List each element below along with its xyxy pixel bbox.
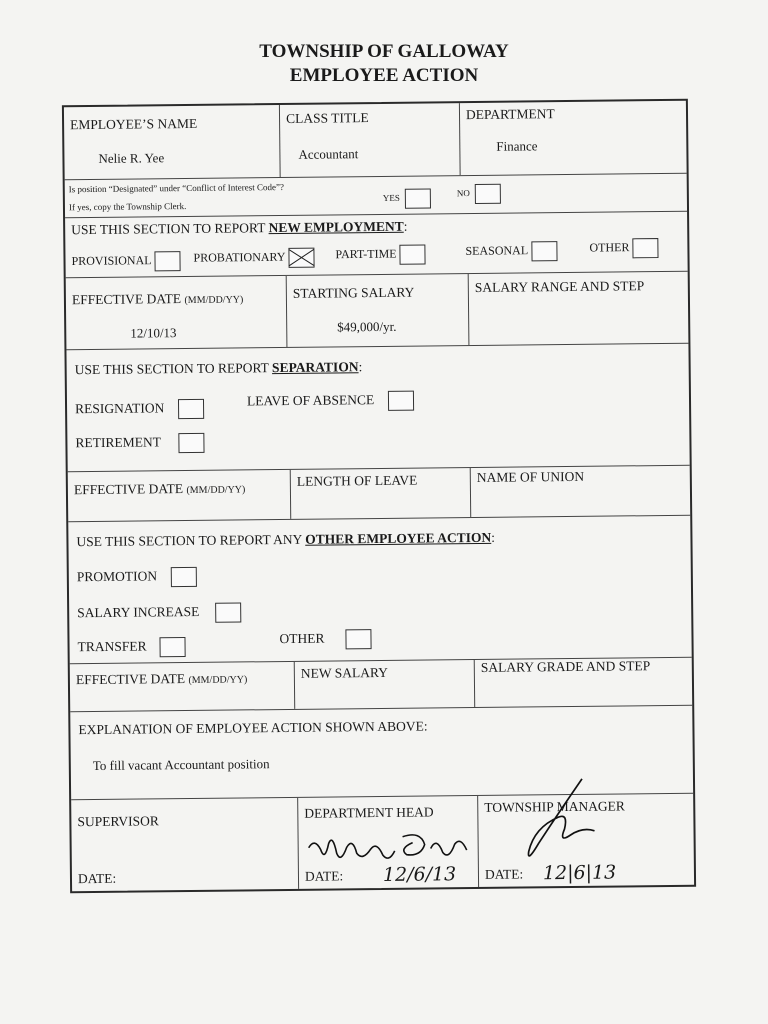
resignation-option [75, 399, 204, 420]
department-cell [459, 101, 687, 175]
leave-checkbox[interactable] [388, 391, 414, 411]
option-part-time [335, 244, 425, 265]
form-title [0, 40, 768, 88]
separation-heading: USE THIS SECTION TO REPORT SEPARATION: [74, 359, 363, 378]
seasonal-label: SEASONAL [465, 243, 529, 258]
sep-effective-date-text: EFFECTIVE DATE [73, 481, 184, 498]
retirement-option [75, 433, 204, 454]
township-manager-cell [477, 794, 694, 887]
salary-increase-checkbox[interactable] [215, 602, 241, 622]
salary-grade-label: SALARY GRADE AND STEP [480, 658, 651, 675]
designated-no-label: NO [456, 188, 470, 199]
department-head-date-label: DATE: [304, 868, 344, 884]
employee-info-row [64, 101, 687, 180]
employee-name-cell [64, 105, 280, 179]
class-title-cell [279, 103, 460, 177]
department-label: DEPARTMENT [465, 106, 555, 123]
probationary-checkbox[interactable] [288, 248, 314, 268]
length-of-leave-label: LENGTH OF LEAVE [296, 472, 418, 489]
new-effective-date-cell [66, 276, 287, 349]
promotion-checkbox[interactable] [170, 567, 196, 587]
separation-title: SEPARATION [271, 359, 359, 376]
salary-increase-label: SALARY INCREASE [77, 603, 200, 621]
department-head-label: DEPARTMENT HEAD [304, 804, 434, 821]
other-action-other-label: OTHER [279, 630, 325, 647]
other-action-heading: USE THIS SECTION TO REPORT ANY OTHER EMPLOYEE ACTION: [76, 529, 496, 550]
new-employment-row [65, 211, 688, 278]
designated-note: If yes, copy the Township Clerk. [68, 201, 187, 213]
designated-no [457, 184, 501, 204]
employee-name-label: EMPLOYEE’S NAME [70, 115, 198, 133]
new-other-label: OTHER [589, 240, 630, 255]
designated-question: Is position “Designated” under “Conflict of Interest Code”? [68, 181, 284, 195]
union-cell [470, 466, 691, 517]
retirement-label: RETIREMENT [75, 434, 161, 451]
new-salary-label: NEW SALARY [300, 664, 389, 681]
resignation-checkbox[interactable] [178, 399, 204, 419]
new-employment-details-row [66, 271, 689, 350]
designated-row [65, 173, 687, 218]
seasonal-checkbox[interactable] [531, 241, 557, 261]
starting-salary-cell [286, 274, 469, 347]
option-provisional [71, 251, 180, 272]
title-line-2: EMPLOYEE ACTION [289, 65, 479, 86]
new-date-format: (MM/DD/YY) [184, 294, 244, 307]
other-action-intro: USE THIS SECTION TO REPORT ANY [76, 531, 302, 550]
new-employment-intro: USE THIS SECTION TO REPORT [71, 220, 266, 238]
explanation-value[interactable]: To fill vacant Accountant position [92, 756, 270, 774]
promotion-option [77, 567, 197, 588]
new-effective-date-label [72, 290, 244, 308]
employee-action-form [62, 99, 696, 894]
department-value[interactable]: Finance [496, 138, 538, 154]
supervisor-cell [71, 798, 298, 891]
option-other [589, 238, 658, 259]
salary-range-cell [468, 272, 689, 345]
option-seasonal [465, 241, 557, 262]
designated-no-checkbox[interactable] [475, 184, 501, 204]
salary-range-label: SALARY RANGE AND STEP [474, 278, 645, 295]
new-other-checkbox[interactable] [632, 238, 658, 258]
sep-effective-date-cell [68, 470, 291, 521]
signatures-row [71, 793, 694, 892]
provisional-label: PROVISIONAL [71, 253, 152, 268]
employee-name-value[interactable]: Nelie R. Yee [98, 150, 165, 166]
separation-intro: USE THIS SECTION TO REPORT [74, 360, 269, 378]
township-manager-date-label: DATE: [484, 866, 524, 882]
other-effective-date-cell [70, 662, 294, 711]
department-head-date-value: 12/6/13 [382, 863, 457, 886]
provisional-checkbox[interactable] [154, 251, 180, 271]
new-effective-date-value[interactable]: 12/10/13 [130, 325, 177, 341]
explanation-label: EXPLANATION OF EMPLOYEE ACTION SHOWN ABOVE: [78, 718, 428, 738]
transfer-label: TRANSFER [77, 638, 147, 655]
part-time-label: PART-TIME [335, 246, 397, 262]
promotion-label: PROMOTION [76, 568, 158, 585]
township-manager-signature [498, 773, 619, 874]
option-probationary [193, 248, 314, 269]
new-effective-date-text: EFFECTIVE DATE [71, 291, 182, 308]
supervisor-label: SUPERVISOR [77, 813, 159, 830]
leave-label: LEAVE OF ABSENCE [246, 392, 375, 409]
other-action-other-checkbox[interactable] [346, 629, 372, 649]
designated-yes-label: YES [382, 192, 400, 204]
new-employment-title: NEW EMPLOYMENT [268, 218, 404, 236]
salary-increase-option [77, 602, 241, 624]
other-action-row [68, 515, 691, 664]
starting-salary-value[interactable]: $49,000/yr. [337, 318, 397, 335]
designated-yes-checkbox[interactable] [405, 188, 431, 208]
designated-yes [383, 188, 431, 209]
other-effective-date-label [76, 670, 248, 688]
township-manager-date-value: 12|6|13 [542, 861, 617, 885]
probationary-label: PROBATIONARY [193, 249, 286, 265]
separation-row [66, 343, 689, 472]
other-action-details-row [70, 657, 692, 712]
township-manager-label: TOWNSHIP MANAGER [484, 798, 625, 815]
starting-salary-label: STARTING SALARY [292, 284, 415, 301]
length-of-leave-cell [290, 468, 471, 519]
transfer-option [77, 637, 186, 658]
title-line-1: TOWNSHIP OF GALLOWAY [259, 41, 509, 62]
new-employment-heading: USE THIS SECTION TO REPORT NEW EMPLOYMENT: [71, 218, 408, 238]
sep-date-format: (MM/DD/YY) [186, 484, 246, 497]
retirement-checkbox[interactable] [178, 433, 204, 453]
department-head-cell [297, 796, 478, 889]
salary-grade-cell [474, 658, 692, 707]
class-title-value[interactable]: Accountant [298, 146, 359, 162]
other-effective-date-text: EFFECTIVE DATE [75, 671, 186, 688]
other-action-title: OTHER EMPLOYEE ACTION [305, 529, 492, 547]
transfer-checkbox[interactable] [160, 637, 186, 657]
union-label: NAME OF UNION [476, 468, 585, 485]
resignation-label: RESIGNATION [74, 400, 165, 417]
supervisor-date-label: DATE: [77, 870, 117, 887]
part-time-checkbox[interactable] [399, 244, 425, 264]
separation-details-row [68, 465, 690, 522]
class-title-label: CLASS TITLE [285, 110, 369, 126]
new-salary-cell [294, 660, 474, 709]
other-action-other-option [279, 629, 372, 650]
other-date-format: (MM/DD/YY) [188, 674, 248, 687]
sep-effective-date-label [74, 480, 246, 498]
leave-option [247, 391, 414, 413]
